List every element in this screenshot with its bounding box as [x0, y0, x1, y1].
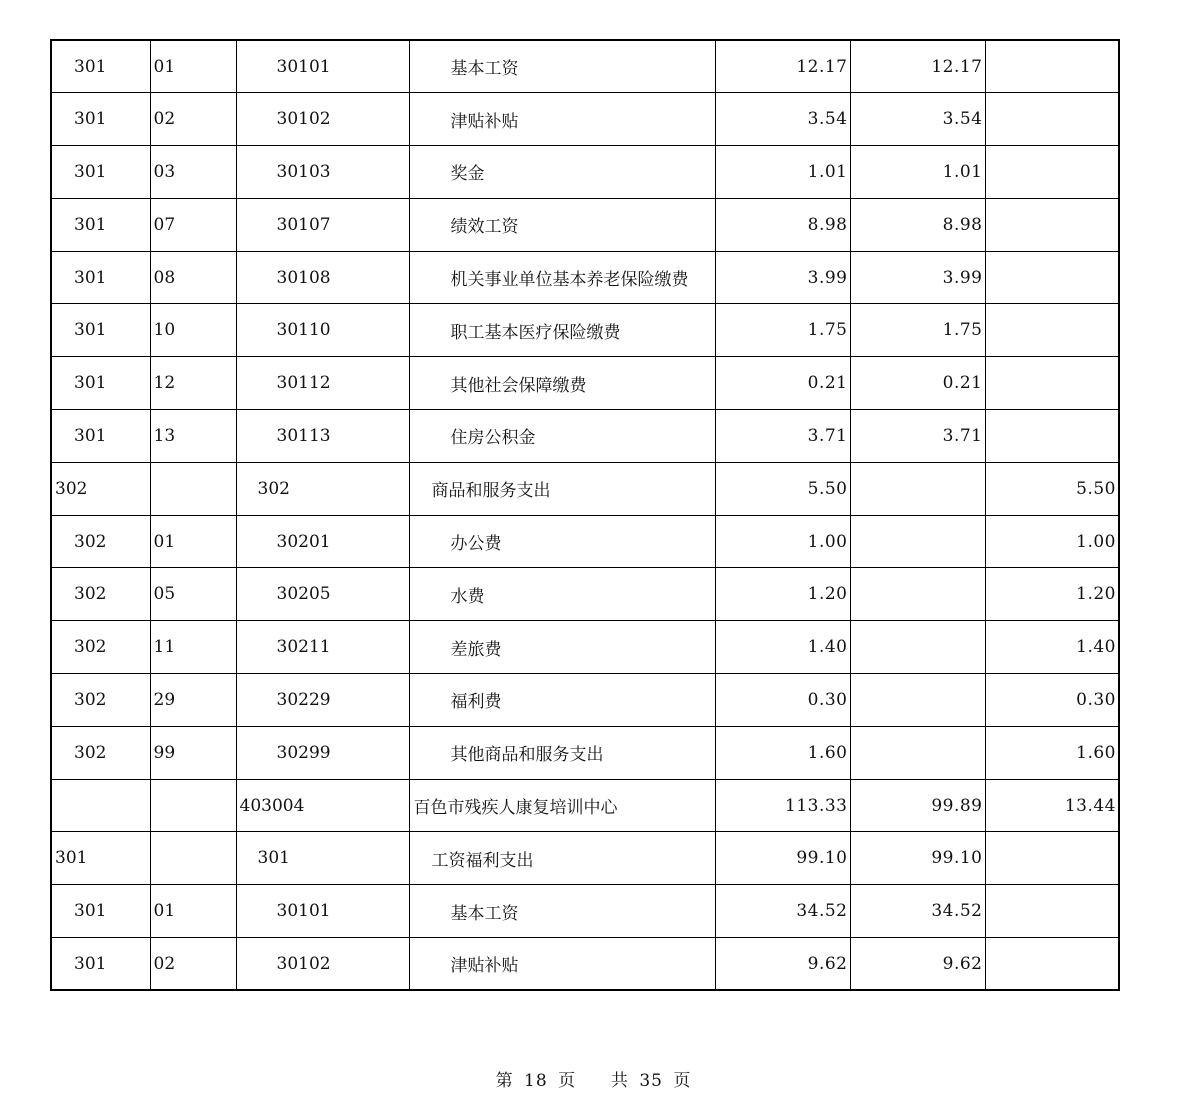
basic-expense-cell: 1.75 [850, 304, 985, 357]
total-amount-cell: 12.17 [715, 40, 850, 93]
basic-expense-cell: 8.98 [850, 198, 985, 251]
subject-name-cell: 其他商品和服务支出 [409, 726, 715, 779]
class-code-cell: 301 [51, 938, 150, 991]
project-expense-cell: 1.00 [985, 515, 1119, 568]
item-code-cell: 01 [150, 515, 236, 568]
table-row [51, 40, 1119, 93]
project-expense-cell [985, 251, 1119, 304]
table-row [51, 146, 1119, 199]
total-amount-cell: 5.50 [715, 462, 850, 515]
class-code-cell: 301 [51, 304, 150, 357]
class-code-cell: 302 [51, 462, 150, 515]
table-row [51, 462, 1119, 515]
project-expense-cell: 1.20 [985, 568, 1119, 621]
econ-code-cell: 30101 [236, 885, 409, 938]
basic-expense-cell [850, 568, 985, 621]
class-code-cell: 302 [51, 515, 150, 568]
item-code-cell [150, 462, 236, 515]
subject-name-cell: 津贴补贴 [409, 938, 715, 991]
basic-expense-cell: 3.71 [850, 410, 985, 463]
class-code-cell: 302 [51, 568, 150, 621]
total-amount-cell: 1.60 [715, 726, 850, 779]
econ-code-cell: 30211 [236, 621, 409, 674]
item-code-cell: 05 [150, 568, 236, 621]
econ-code-cell: 30108 [236, 251, 409, 304]
table-row [51, 410, 1119, 463]
total-amount-cell: 3.71 [715, 410, 850, 463]
subject-name-cell: 办公费 [409, 515, 715, 568]
item-code-cell: 02 [150, 938, 236, 991]
total-amount-cell: 113.33 [715, 779, 850, 832]
basic-expense-cell: 99.10 [850, 832, 985, 885]
class-code-cell: 302 [51, 621, 150, 674]
table-row [51, 304, 1119, 357]
class-code-cell: 301 [51, 146, 150, 199]
econ-code-cell: 403004 [236, 779, 409, 832]
project-expense-cell: 1.40 [985, 621, 1119, 674]
class-code-cell: 301 [51, 198, 150, 251]
project-expense-cell: 5.50 [985, 462, 1119, 515]
table-row [51, 515, 1119, 568]
subject-name-cell: 差旅费 [409, 621, 715, 674]
class-code-cell: 302 [51, 726, 150, 779]
total-amount-cell: 99.10 [715, 832, 850, 885]
table-row [51, 885, 1119, 938]
table-row [51, 568, 1119, 621]
table-row [51, 251, 1119, 304]
total-amount-cell: 0.21 [715, 357, 850, 410]
class-code-cell: 301 [51, 251, 150, 304]
project-expense-cell: 1.60 [985, 726, 1119, 779]
class-code-cell: 301 [51, 885, 150, 938]
total-amount-cell: 8.98 [715, 198, 850, 251]
class-code-cell: 301 [51, 410, 150, 463]
subject-name-cell: 百色市残疾人康复培训中心 [409, 779, 715, 832]
project-expense-cell [985, 357, 1119, 410]
basic-expense-cell [850, 462, 985, 515]
econ-code-cell: 30229 [236, 674, 409, 727]
econ-code-cell: 30107 [236, 198, 409, 251]
item-code-cell: 07 [150, 198, 236, 251]
item-code-cell: 01 [150, 40, 236, 93]
total-amount-cell: 1.01 [715, 146, 850, 199]
class-code-cell: 301 [51, 832, 150, 885]
item-code-cell: 12 [150, 357, 236, 410]
subject-name-cell: 水费 [409, 568, 715, 621]
item-code-cell [150, 832, 236, 885]
basic-expense-cell: 1.01 [850, 146, 985, 199]
econ-code-cell: 30299 [236, 726, 409, 779]
item-code-cell: 08 [150, 251, 236, 304]
subject-name-cell: 基本工资 [409, 40, 715, 93]
econ-code-cell: 30110 [236, 304, 409, 357]
class-code-cell: 301 [51, 357, 150, 410]
item-code-cell: 13 [150, 410, 236, 463]
item-code-cell: 10 [150, 304, 236, 357]
class-code-cell: 302 [51, 674, 150, 727]
item-code-cell [150, 779, 236, 832]
total-amount-cell: 1.00 [715, 515, 850, 568]
project-expense-cell [985, 410, 1119, 463]
project-expense-cell [985, 938, 1119, 991]
total-amount-cell: 34.52 [715, 885, 850, 938]
table-row [51, 832, 1119, 885]
econ-code-cell: 30112 [236, 357, 409, 410]
basic-expense-cell: 3.54 [850, 93, 985, 146]
basic-expense-cell: 3.99 [850, 251, 985, 304]
table-row [51, 938, 1119, 991]
item-code-cell: 01 [150, 885, 236, 938]
project-expense-cell: 0.30 [985, 674, 1119, 727]
subject-name-cell: 津贴补贴 [409, 93, 715, 146]
item-code-cell: 29 [150, 674, 236, 727]
page-suffix: 页 [558, 1071, 577, 1091]
item-code-cell: 99 [150, 726, 236, 779]
basic-expense-cell: 9.62 [850, 938, 985, 991]
table-row [51, 198, 1119, 251]
subject-name-cell: 其他社会保障缴费 [409, 357, 715, 410]
subject-name-cell: 住房公积金 [409, 410, 715, 463]
subject-name-cell: 职工基本医疗保险缴费 [409, 304, 715, 357]
project-expense-cell [985, 40, 1119, 93]
table-body [51, 40, 1119, 990]
project-expense-cell [985, 93, 1119, 146]
table-row [51, 621, 1119, 674]
total-amount-cell: 1.75 [715, 304, 850, 357]
econ-code-cell: 30205 [236, 568, 409, 621]
econ-code-cell: 30201 [236, 515, 409, 568]
subject-name-cell: 绩效工资 [409, 198, 715, 251]
page-footer [0, 1066, 1187, 1091]
econ-code-cell: 30102 [236, 938, 409, 991]
project-expense-cell [985, 146, 1119, 199]
subject-name-cell: 商品和服务支出 [409, 462, 715, 515]
total-prefix: 共 [610, 1071, 629, 1091]
subject-name-cell: 工资福利支出 [409, 832, 715, 885]
table-row [51, 726, 1119, 779]
class-code-cell: 301 [51, 40, 150, 93]
basic-expense-cell: 34.52 [850, 885, 985, 938]
class-code-cell [51, 779, 150, 832]
basic-expense-cell [850, 621, 985, 674]
project-expense-cell [985, 304, 1119, 357]
basic-expense-cell: 99.89 [850, 779, 985, 832]
table-row [51, 674, 1119, 727]
total-amount-cell: 1.20 [715, 568, 850, 621]
total-amount-cell: 3.54 [715, 93, 850, 146]
subject-name-cell: 奖金 [409, 146, 715, 199]
table-row [51, 357, 1119, 410]
econ-code-cell: 30101 [236, 40, 409, 93]
basic-expense-cell [850, 674, 985, 727]
project-expense-cell: 13.44 [985, 779, 1119, 832]
basic-expense-cell [850, 726, 985, 779]
page-number: 18 [524, 1071, 548, 1091]
total-amount-cell: 3.99 [715, 251, 850, 304]
total-amount-cell: 0.30 [715, 674, 850, 727]
total-amount-cell: 1.40 [715, 621, 850, 674]
item-code-cell: 02 [150, 93, 236, 146]
item-code-cell: 11 [150, 621, 236, 674]
econ-code-cell: 30102 [236, 93, 409, 146]
class-code-cell: 301 [51, 93, 150, 146]
project-expense-cell [985, 198, 1119, 251]
total-pages: 35 [639, 1071, 663, 1091]
econ-code-cell: 301 [236, 832, 409, 885]
project-expense-cell [985, 832, 1119, 885]
project-expense-cell [985, 885, 1119, 938]
total-suffix: 页 [673, 1071, 692, 1091]
econ-code-cell: 30103 [236, 146, 409, 199]
basic-expense-cell [850, 515, 985, 568]
budget-table [50, 39, 1120, 991]
basic-expense-cell: 0.21 [850, 357, 985, 410]
total-amount-cell: 9.62 [715, 938, 850, 991]
page-prefix: 第 [495, 1071, 514, 1091]
subject-name-cell: 机关事业单位基本养老保险缴费 [409, 251, 715, 304]
econ-code-cell: 302 [236, 462, 409, 515]
basic-expense-cell: 12.17 [850, 40, 985, 93]
item-code-cell: 03 [150, 146, 236, 199]
table-row [51, 93, 1119, 146]
table-row [51, 779, 1119, 832]
econ-code-cell: 30113 [236, 410, 409, 463]
subject-name-cell: 福利费 [409, 674, 715, 727]
subject-name-cell: 基本工资 [409, 885, 715, 938]
